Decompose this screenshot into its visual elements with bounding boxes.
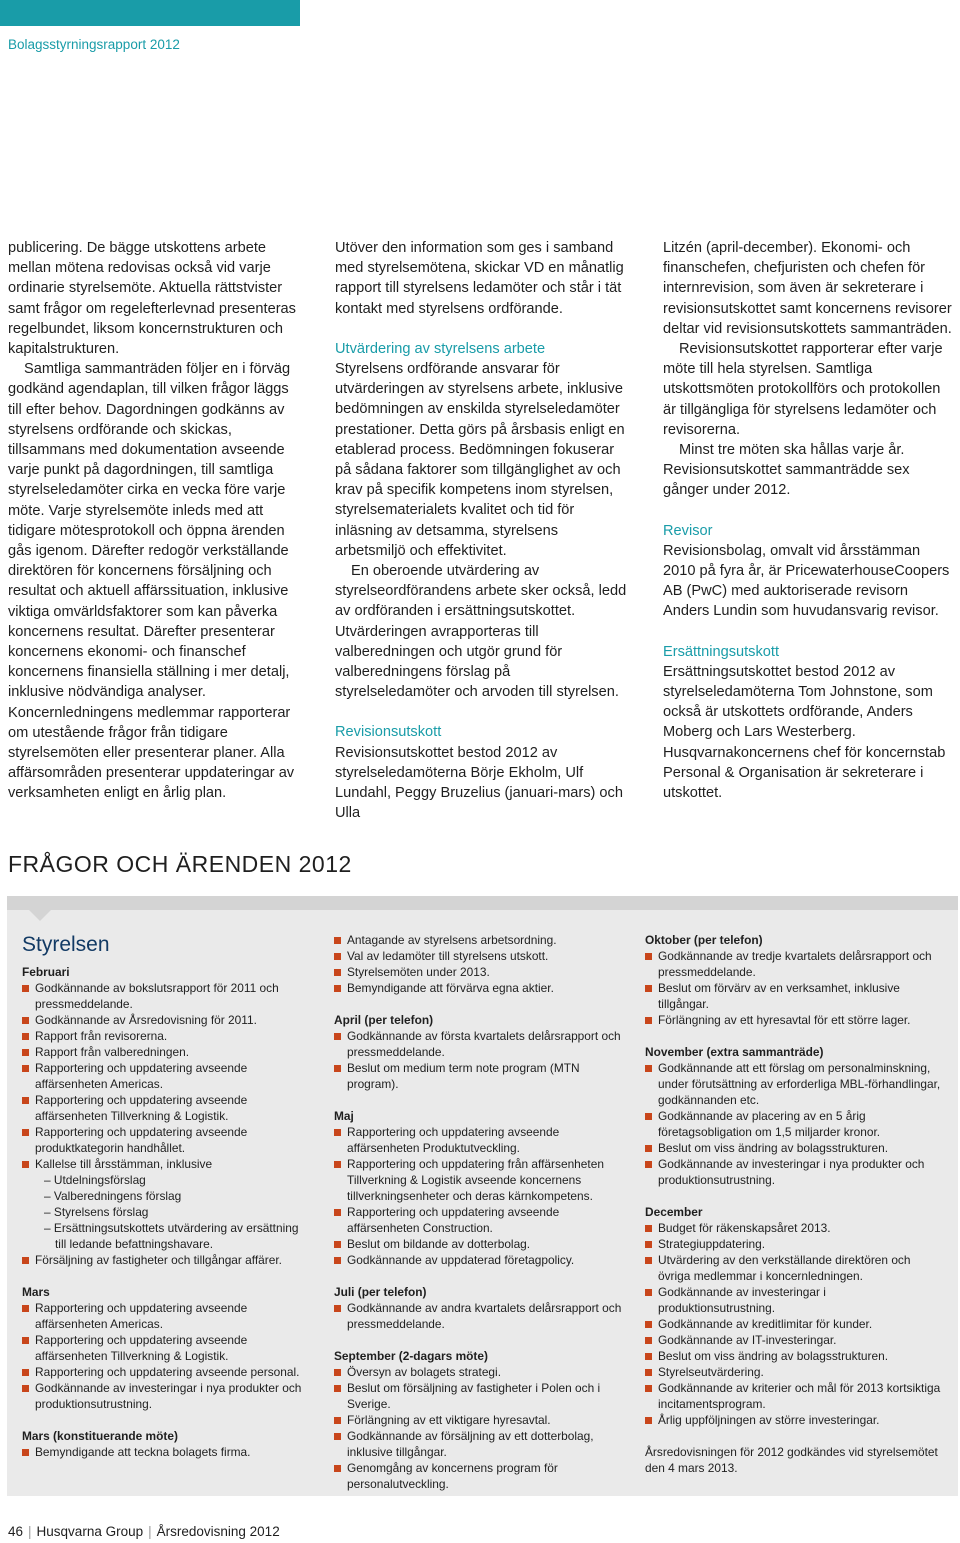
list-item: Godkännande av försäljning av ett dotterbolag, inklusive tillgångar. <box>334 1428 629 1460</box>
list-item: Godkännande av IT-investeringar. <box>645 1332 945 1348</box>
list-item: Val av ledamöter till styrelsens utskott. <box>334 948 629 964</box>
list-item: Bemyndigande att teckna bolagets firma. <box>22 1444 322 1460</box>
text-column-3 <box>663 238 955 803</box>
list-item: Rapportering och uppdatering avseende produktkategorin handhållet. <box>22 1124 322 1156</box>
meeting-list <box>22 1444 322 1460</box>
list-item: Godkännande av bokslutsrapport för 2011 och pressmeddelande. <box>22 980 322 1012</box>
month-heading: November (extra sammanträde) <box>645 1045 824 1059</box>
paragraph: Utöver den information som ges i samband med styrelsemötena, skickar VD en månatlig rapport till styrelsens ledamöter och står i tät kontakt med styrelsens ordförande. <box>335 240 624 317</box>
list-item: Godkännande av uppdaterad företagpolicy. <box>334 1252 629 1268</box>
heading-utvardering: Utvärdering av styrelsens arbete <box>335 340 546 357</box>
closing-note: Årsredovisningen för 2012 godkändes vid styrelsemötet den 4 mars 2013. <box>645 1445 938 1475</box>
sub-item: – Utdelningsförslag <box>44 1173 146 1187</box>
paragraph: Samtliga sammanträden följer en i förväg godkänd agendaplan, till vilken frågor läggs till efter behov. Dagordningen godkänns av styrelsens ordförande och skickas, tillsammans med dokumentation avseende varje punkt på dagordningen, till samtliga styrelseledamöter cirka en vecka före varje möte. Varje styrelsemöte inleds med att tidigare mötesprotokoll och öppna ärenden gås igenom. Därefter redogör verkställande direktören för koncernens försäljning och resultat och aktuell affärssituation, inklusive viktiga omvärldsfaktorer som kan påverka koncernens resultat. Därefter presenterar koncernens ekonomi- och finanschef koncernens finansiella ställning i mer detalj, inklusive nödvändiga analyser. Koncernledningens medlemmar rapporterar om utestående frågor från tidigare styrelsemöten eller presenterar planer. Alla affärsområden presenterar uppdateringar av verksamheten enligt en årlig plan. <box>8 361 295 802</box>
meetings-column-2 <box>334 932 629 1492</box>
list-item: Godkännande av Årsredovisning för 2011. <box>22 1012 322 1028</box>
list-item: Översyn av bolagets strategi. <box>334 1364 629 1380</box>
meeting-list <box>22 1300 322 1412</box>
meeting-list <box>334 932 629 996</box>
list-item: Antagande av styrelsens arbetsordning. <box>334 932 629 948</box>
sub-item: – Ersättningsutskottets utvärdering av ersättning <box>44 1221 299 1235</box>
list-item: Godkännande av investeringar i nya produkter och produktionsutrustning. <box>22 1380 322 1412</box>
box-notch-arrow <box>29 910 51 921</box>
meetings-box <box>7 896 958 1496</box>
box-title: Styrelsen <box>22 933 110 956</box>
meetings-column-3 <box>645 932 945 1476</box>
month-heading: December <box>645 1205 703 1219</box>
list-item: Rapportering och uppdatering från affärsenheten Tillverkning & Logistik avseende koncernens tillverkningsenheter och deras kärnkompetens. <box>334 1156 629 1204</box>
list-item: Styrelseutvärdering. <box>645 1364 945 1380</box>
meeting-list <box>334 1300 629 1332</box>
list-item: Beslut om försäljning av fastigheter i Polen och i Sverige. <box>334 1380 629 1412</box>
list-item: Strategiuppdatering. <box>645 1236 945 1252</box>
page-header: Bolagsstyrningsrapport 2012 <box>8 37 180 52</box>
list-item: Rapportering och uppdatering avseende affärsenheten Construction. <box>334 1204 629 1236</box>
list-item: Rapportering och uppdatering avseende affärsenheten Americas. <box>22 1300 322 1332</box>
meeting-list <box>645 1060 945 1188</box>
sub-item: – Styrelsens förslag <box>44 1205 149 1219</box>
meeting-list <box>22 980 322 1172</box>
list-item: Rapport från valberedningen. <box>22 1044 322 1060</box>
text-column-1 <box>8 238 300 804</box>
list-item: Kallelse till årsstämman, inklusive <box>22 1156 322 1172</box>
month-heading: September (2-dagars möte) <box>334 1349 488 1363</box>
list-item: Godkännande av kriterier och mål för 2013 kortsiktiga incitamentsprogram. <box>645 1380 945 1412</box>
meeting-list <box>334 1028 629 1092</box>
month-heading: Februari <box>22 965 70 979</box>
header-color-bar <box>0 0 300 26</box>
section-title: FRÅGOR OCH ÄRENDEN 2012 <box>8 851 352 877</box>
list-item: Rapportering och uppdatering avseende affärsenheten Americas. <box>22 1060 322 1092</box>
month-heading: Juli (per telefon) <box>334 1285 427 1299</box>
meeting-list <box>334 1364 629 1492</box>
paragraph: Minst tre möten ska hållas varje år. Revisionsutskottet sammanträdde sex gånger under 2012. <box>663 442 910 499</box>
list-item: Årlig uppföljningen av större investeringar. <box>645 1412 945 1428</box>
paragraph: Ersättningsutskottet bestod 2012 av styrelseledamöterna Tom Johnstone, som också är utskottets ordförande, Anders Moberg och Lars Westerberg. Husqvarnakoncernens chef för koncernstab Personal & Organisation är sekreterare i utskottet. <box>663 663 946 802</box>
list-item: Godkännande av andra kvartalets delårsrapport och pressmeddelande. <box>334 1300 629 1332</box>
meeting-list <box>645 1220 945 1428</box>
list-item: Försäljning av fastigheter och tillgångar affärer. <box>22 1252 322 1268</box>
list-item: Beslut om medium term note program (MTN program). <box>334 1060 629 1092</box>
sub-list <box>22 1172 322 1252</box>
paragraph: Revisionsutskottet rapporterar efter varje möte till hela styrelsen. Samtliga utskottsmöten protokollförs och protokollen är tillgängliga för styrelsens ledamöter och revisorerna. <box>663 341 943 438</box>
list-item: Beslut om viss ändring av bolagsstrukturen. <box>645 1140 945 1156</box>
list-item: Förlängning av ett viktigare hyresavtal. <box>334 1412 629 1428</box>
list-item: Godkännande att ett förslag om personalminskning, under förutsättning av erforderliga MBL-förhandlingar, godkännanden etc. <box>645 1060 945 1108</box>
list-item: Rapportering och uppdatering avseende personal. <box>22 1364 322 1380</box>
text-column-2 <box>335 238 627 823</box>
meeting-list <box>22 1252 322 1268</box>
list-item: Bemyndigande att förvärva egna aktier. <box>334 980 629 996</box>
page-footer: 46 | Husqvarna Group | Årsredovisning 2012 <box>8 1524 280 1539</box>
sub-item: till ledande befattningshavare. <box>55 1237 213 1251</box>
heading-ersattningsutskott: Ersättningsutskott <box>663 643 779 660</box>
list-item: Budget för räkenskapsåret 2013. <box>645 1220 945 1236</box>
month-heading: Mars <box>22 1285 50 1299</box>
list-item: Godkännande av tredje kvartalets delårsrapport och pressmeddelande. <box>645 948 945 980</box>
list-item: Godkännande av första kvartalets delårsrapport och pressmeddelande. <box>334 1028 629 1060</box>
sub-item: – Valberedningens förslag <box>44 1189 182 1203</box>
list-item: Godkännande av placering av en 5 årig företagsobligation om 1,5 miljarder kronor. <box>645 1108 945 1140</box>
list-item: Godkännande av investeringar i produktionsutrustning. <box>645 1284 945 1316</box>
meeting-list <box>645 948 945 1028</box>
month-heading: April (per telefon) <box>334 1013 434 1027</box>
meeting-list <box>334 1124 629 1268</box>
page-number: 46 <box>8 1524 24 1539</box>
list-item: Förlängning av ett hyresavtal för ett större lager. <box>645 1012 945 1028</box>
list-item: Utvärdering av den verkställande direktören och övriga medlemmar i koncernledningen. <box>645 1252 945 1284</box>
list-item: Godkännande av investeringar i nya produkter och produktionsutrustning. <box>645 1156 945 1188</box>
list-item: Rapportering och uppdatering avseende affärsenheten Produktutveckling. <box>334 1124 629 1156</box>
paragraph: Revisionsutskottet bestod 2012 av styrelseledamöterna Börje Ekholm, Ulf Lundahl, Peggy Bruzelius (januari-mars) och Ulla <box>335 744 623 822</box>
list-item: Rapportering och uppdatering avseende affärsenheten Tillverkning & Logistik. <box>22 1092 322 1124</box>
list-item: Rapportering och uppdatering avseende affärsenheten Tillverkning & Logistik. <box>22 1332 322 1364</box>
box-top-band <box>7 896 958 910</box>
paragraph: publicering. De bägge utskottens arbete mellan mötena redovisas också vid varje ordinarie styrelsemöte. Aktuella rättstvister samt frågor om regelefterlevnad presenteras regelbundet, liksom koncernstrukturen och kapitalstrukturen. <box>8 240 296 358</box>
list-item: Godkännande av kreditlimitar för kunder. <box>645 1316 945 1332</box>
paragraph: En oberoende utvärdering av styrelseordförandens arbete sker också, ledd av ordföranden i ersättningsutskottet. Utvärderingen avrapporteras till valberedningen och utgör grund för valberedningens förslag på styrelseledamöter och arvoden till styrelsen. <box>335 563 627 701</box>
heading-revisionsutskott: Revisionsutskott <box>335 724 442 741</box>
list-item: Styrelsemöten under 2013. <box>334 964 629 980</box>
month-heading: Mars (konstituerande möte) <box>22 1429 178 1443</box>
month-heading: Oktober (per telefon) <box>645 933 763 947</box>
footer-report: Årsredovisning 2012 <box>156 1524 280 1539</box>
paragraph: Litzén (april-december). Ekonomi- och finanschefen, chefjuristen och chefen för internrevision, som även är sekreterare i revisionsutskottet samt koncernens revisorer deltar vid revisionsutskottets sammanträden. <box>663 240 952 337</box>
footer-company: Husqvarna Group <box>36 1524 144 1539</box>
month-heading: Maj <box>334 1109 354 1123</box>
list-item: Beslut om viss ändring av bolagsstrukturen. <box>645 1348 945 1364</box>
list-item: Beslut om förvärv av en verksamhet, inklusive tillgångar. <box>645 980 945 1012</box>
meetings-column-1 <box>22 932 322 1460</box>
list-item: Rapport från revisorerna. <box>22 1028 322 1044</box>
paragraph: Revisionsbolag, omvalt vid årsstämman 2010 på fyra år, är PricewaterhouseCoopers AB (PwC) med auktoriserade revisorn Anders Lundin som huvudansvarig revisor. <box>663 542 950 620</box>
list-item: Genomgång av koncernens program för personalutveckling. <box>334 1460 629 1492</box>
heading-revisor: Revisor <box>663 522 713 539</box>
paragraph: Styrelsens ordförande ansvarar för utvärderingen av styrelsens arbete, inklusive bedömningen av enskilda styrelseledamöter prestationer. Detta görs på årsbasis enligt en etablerad process. Bedömningen fokuserar på sådana faktorer som tillgänglighet av och krav på specifik kompetens inom styrelsen, styrelsematerialets kvalitet och tid för inläsning av detsamma, styrelsens arbetsmiljö och effektivitet. <box>335 361 625 559</box>
list-item: Beslut om bildande av dotterbolag. <box>334 1236 629 1252</box>
